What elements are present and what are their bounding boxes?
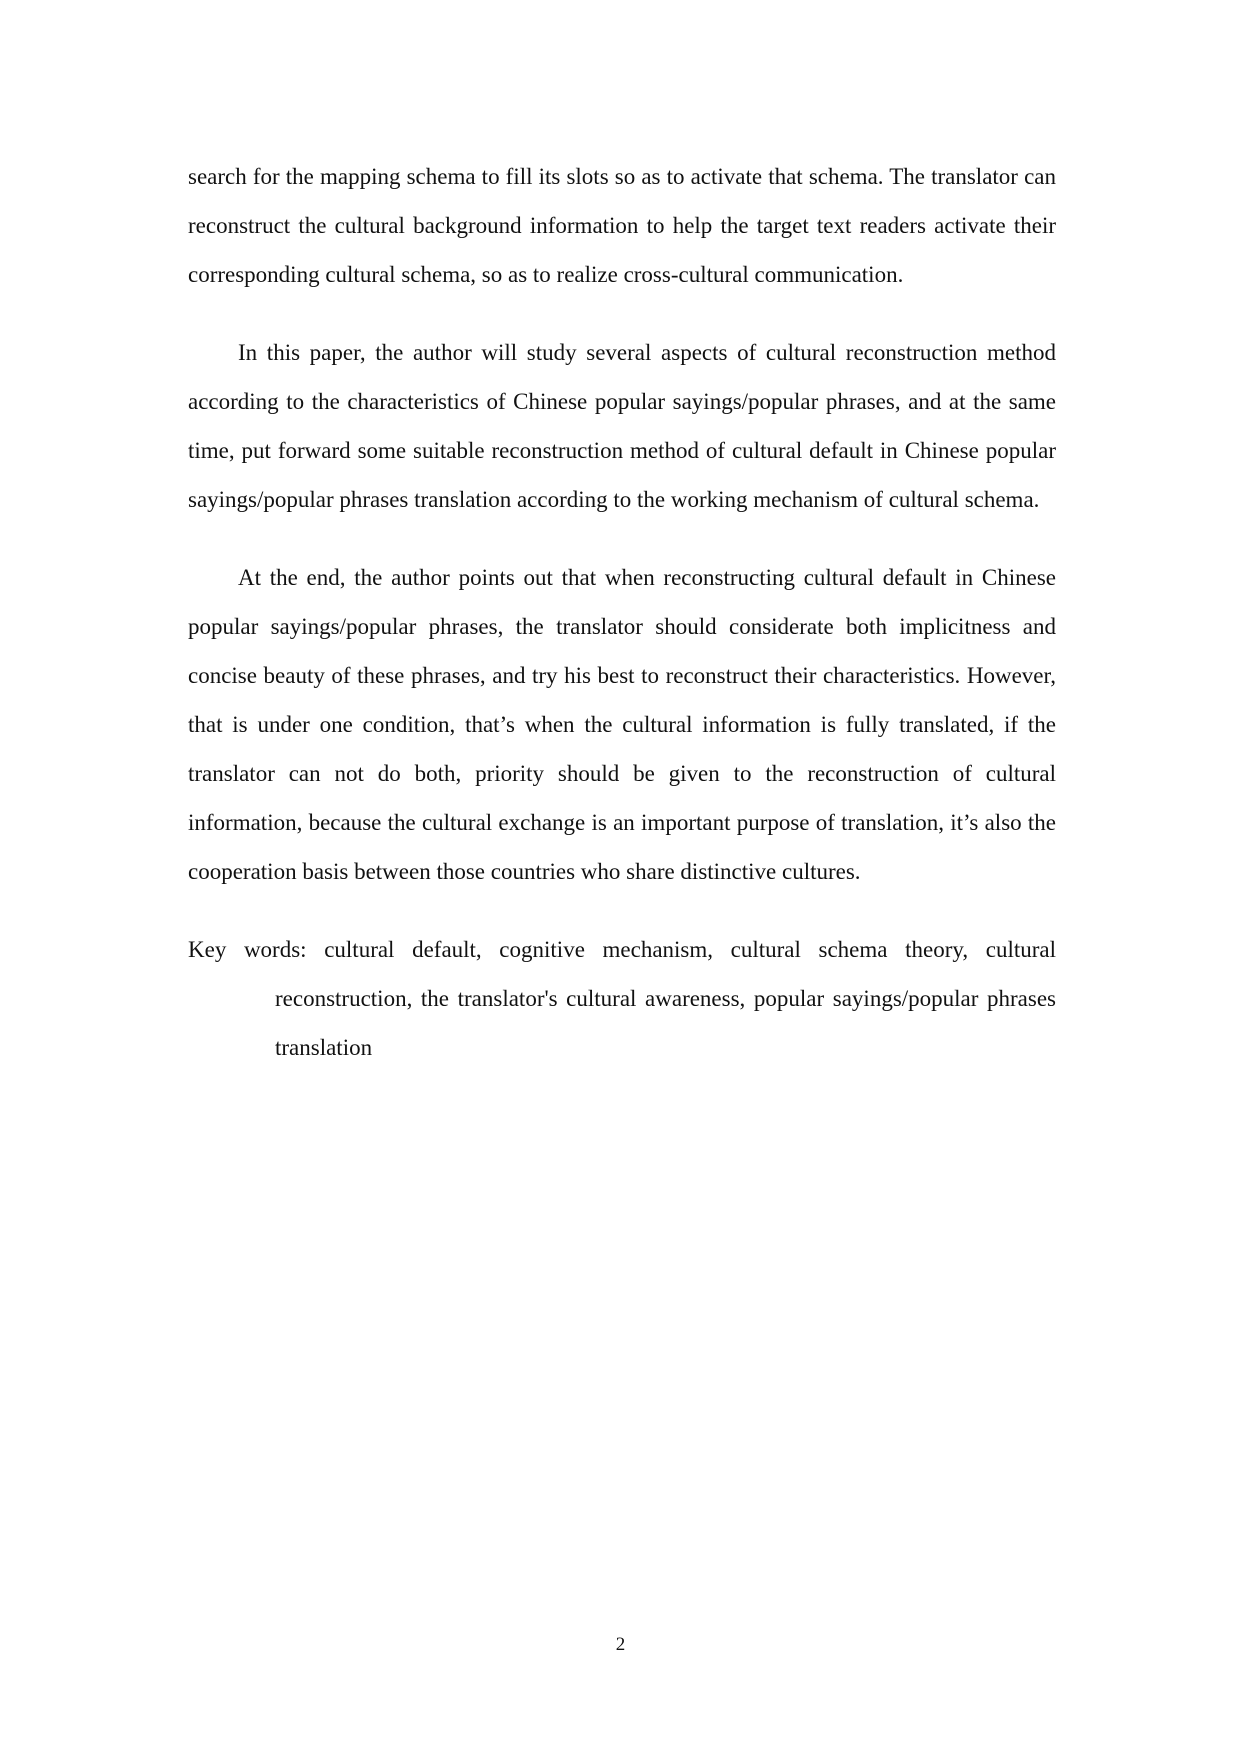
keywords-label: Key words: [188, 937, 307, 962]
paragraph-continuation: search for the mapping schema to fill its slots so as to activate that schema. The translator can reconstruct the cultural background information to help the target text readers activate their corresponding cultural schema, so as to realize cross-cultural communication. [188, 164, 1056, 287]
paragraph-methods: In this paper, the author will study several aspects of cultural reconstruction method according to the characteristics of Chinese popular sayings/popular phrases, and at the same time, put forward some suitable reconstruction method of cultural default in Chinese popular sayings/popular phrases translation according to the working mechanism of cultural schema. [188, 340, 1056, 512]
paragraph-conclusion: At the end, the author points out that when reconstructing cultural default in Chinese popular sayings/popular phrases, the translator should considerate both implicitness and concise beauty of these phrases, and try his best to reconstruct their characteristics. However, that is under one condition, that’s when the cultural information is fully translated, if the translator can not do both, priority should be given to the reconstruction of cultural information, because the cultural exchange is an important purpose of translation, it’s also the cooperation basis between those countries who share distinctive cultures. [188, 565, 1056, 884]
page-number: 2 [615, 1634, 626, 1655]
body-text [188, 152, 1056, 1072]
keywords-text: cultural default, cognitive mechanism, cultural schema theory, cultural reconstruction, the translator's cultural awareness, popular sayings/popular phrases translation [275, 937, 1057, 1060]
keywords [188, 925, 1056, 1072]
